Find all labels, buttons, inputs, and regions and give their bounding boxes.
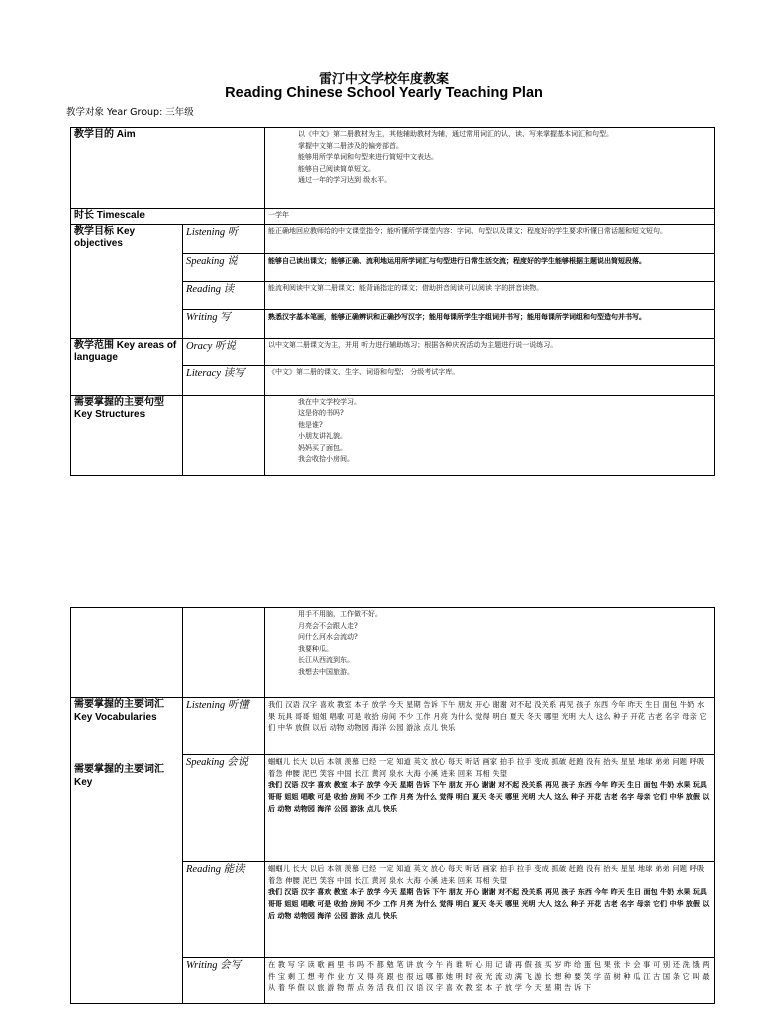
vocab-text-speaking-1: 蝈蝈儿 长大 以后 本领 羡慕 已经 一定 知道 英文 放心 每天 听话 画家 拍手 拉手 变成 抓破 赶跑 没有 抬头 星星 地球 弟弟 问题 呼吸 着急 伸腰 泥巴 笑容 中国 长江 黄河 泉水 大海 小溪 进来 回来 耳相 失望 — [268, 757, 705, 778]
area-text-oracy: 以中文第二册课文为主，并用 听力进行辅助练习；根据各种庆祝活动为主题进行说一说练习。 — [265, 338, 715, 365]
objective-text-listening: 能正确地回应教师给的中文课堂指令；能听懂所学课堂内容：字词、句型以及课文；程度好的学生要求听懂日常话题和短文短句。 — [265, 224, 715, 253]
vocab-text-reading-2: 我们 汉语 汉字 喜欢 教室 本子 放学 今天 星期 告诉 下午 朋友 开心 谢谢 对不起 没关系 再见 孩子 东西 今年 昨天 生日 面包 牛奶 水果 玩具 哥哥 姐姐 唱歌 可是 收拾 房间 不少 工作 月亮 为什么 觉得 明白 夏天 冬天 哪里 光明 大人 这么 种子 开花 古老 名字 母亲 它们 中华 放假 以后 动物 动物园 海洋 公园 游泳 点儿 快乐 — [268, 888, 710, 920]
structure-line: 小朋友讲礼貌。 — [298, 432, 348, 440]
table-row — [71, 698, 715, 755]
structure-line: 我会收拾小房间。 — [298, 455, 355, 463]
vocab-text-speaking-2: 我们 汉语 汉字 喜欢 教室 本子 放学 今天 星期 告诉 下午 朋友 开心 谢谢 对不起 没关系 再见 孩子 东西 今年 昨天 生日 面包 牛奶 水果 玩具 哥哥 姐姐 唱歌 可是 收拾 房间 不少 工作 月亮 为什么 觉得 明白 夏天 冬天 哪里 光明 大人 这么 种子 开花 古老 名字 母亲 它们 中华 放假 以后 动物 动物园 海洋 公园 游泳 点儿 快乐 — [268, 781, 710, 813]
timescale-value: 一学年 — [265, 209, 715, 225]
vocab-reading-cell — [265, 862, 715, 958]
page-title-zh: 雷汀中文学校年度教案 — [318, 72, 449, 87]
vocab-skill-writing: Writing 会写 — [183, 958, 265, 1004]
aim-line: 通过一年的学习达到 级水平。 — [298, 176, 392, 184]
timescale-label: 时长 Timescale — [71, 209, 265, 225]
objectives-label: 教学目标 Key objectives — [71, 224, 183, 338]
structure-line: 问什么河水会流动? — [298, 633, 358, 641]
vocab-label-gap — [74, 744, 179, 764]
aim-line: 以《中文》第二册教材为主，其他辅助教材为辅，通过常用词汇的认、读、写来掌握基本词汇和句型。 — [298, 130, 614, 138]
structure-line: 妈妈买了面包。 — [298, 443, 348, 452]
structure-line: 这是你的书吗? — [298, 409, 344, 417]
structure-line: 他是谁? — [298, 420, 323, 429]
aim-line: 能够用所学单词和句型来进行简短中文表达。 — [298, 153, 439, 161]
objective-text-reading: 能流利阅读中文第二册课文；能背诵指定的课文；借助拼音阅读可以阅读 字的拼音读物。 — [265, 281, 715, 309]
vocab-skill-listening: Listening 听懂 — [183, 698, 265, 755]
vocab-text-listening: 我们 汉语 汉字 喜欢 教室 本子 放学 今天 星期 告诉 下午 朋友 开心 谢谢 对不起 没关系 再见 孩子 东西 今年 昨天 生日 面包 牛奶 水果 玩具 哥哥 姐姐 唱歌 可是 收拾 房间 不少 工作 月亮 为什么 觉得 明白 夏天 冬天 哪里 光明 大人 这么 种子 开花 古老 名字 母亲 它们 中华 放假 以后 动物 动物园 海洋 公园 游泳 点儿 快乐 — [265, 698, 715, 755]
vocab-skill-speaking: Speaking 会说 — [183, 755, 265, 862]
objective-skill-writing: Writing 写 — [183, 309, 265, 338]
objective-skill-listening: Listening 听 — [183, 224, 265, 253]
structures-empty-cell — [183, 395, 265, 475]
teaching-plan-table-1 — [70, 127, 715, 476]
table-row — [71, 209, 715, 225]
vocab-label-gap — [74, 724, 179, 744]
vocab-text-reading-1: 蝈蝈儿 长大 以后 本领 羡慕 已经 一定 知道 英文 放心 每天 听话 画家 拍手 拉手 变成 抓破 赶跑 没有 抬头 星星 地球 弟弟 问题 呼吸 着急 伸腰 泥巴 笑容 中国 长江 黄河 泉水 大海 小溪 进来 回来 耳相 失望 — [268, 864, 705, 885]
table-row — [71, 128, 715, 209]
objective-text-writing: 熟悉汉字基本笔画，能够正确辨识和正确抄写汉字；能用每课所学生字组词并书写；能用每课所学词组和句型造句并书写。 — [265, 309, 715, 338]
objective-skill-speaking: Speaking 说 — [183, 253, 265, 281]
structure-line: 月亮会不会跟人走? — [298, 621, 358, 630]
vocab-label-cell — [71, 698, 183, 1004]
teaching-plan-table-2 — [70, 607, 715, 1004]
vocab-skill-reading: Reading 能读 — [183, 862, 265, 958]
structure-line: 用手不用脑，工作做不好。 — [298, 610, 382, 618]
aim-line: 能够自己阅读简单短文。 — [298, 164, 376, 173]
structure-line: 我在中文学校学习。 — [298, 397, 362, 406]
objective-text-speaking: 能够自己读出课文；能够正确、流利地运用所学词汇与句型进行日常生活交流；程度好的学生能够根据主题说出简短段落。 — [265, 253, 715, 281]
table-row — [71, 338, 715, 365]
structures-cont-empty-cell — [183, 608, 265, 698]
aim-label: 教学目的 Aim — [71, 128, 265, 209]
structures-cell — [265, 395, 715, 475]
structure-line: 我想去中国旅游。 — [298, 667, 354, 676]
objective-skill-reading: Reading 读 — [183, 281, 265, 309]
vocab-label-2: 需要掌握的主要词汇 Key — [74, 764, 164, 788]
year-group: 教学对象 Year Group: 三年级 — [66, 107, 194, 118]
aim-cell — [265, 128, 715, 209]
area-text-literacy: 《中文》第二册的课文、生字、词语和句型； 分级考试字库。 — [265, 365, 715, 395]
structure-line: 我要种瓜。 — [298, 644, 333, 653]
table-row — [71, 224, 715, 253]
structures-label: 需要掌握的主要句型 Key Structures — [71, 395, 183, 475]
areas-label: 教学范围 Key areas of language — [71, 338, 183, 395]
structures-cont-empty-label — [71, 608, 183, 698]
table-row — [71, 395, 715, 475]
area-skill-oracy: Oracy 听说 — [183, 338, 265, 365]
vocab-label: 需要掌握的主要词汇 Key Vocabularies — [74, 699, 164, 723]
area-skill-literacy: Literacy 读写 — [183, 365, 265, 395]
structures-cont-cell — [265, 608, 715, 698]
page-title-en: Reading Chinese School Yearly Teaching Plan — [225, 85, 543, 101]
aim-line: 掌握中文第二册涉及的偏旁部首。 — [298, 141, 404, 150]
structure-line: 长江从西流到东。 — [298, 656, 354, 664]
vocab-text-writing: 在 教 写 字 读 歌 画 里 书 吗 不 都 勉 笔 讲 放 今 午 肖 谁 听 心 用 记 请 再 假 孩 买 岁 昨 给 蛋 包 果 张 卡 会 事 可 别 还 洗 饿 两 件 宝 剩 工 想 考 作 业 方 又 得 亮 跟 也 很 远 哪 都 她 明 时 夜 光 流 动 满 飞 游 长 想 种 要 笑 学 苗 树 种 瓜 江 古 国 条 它 叫 最 从 着 华 假 以 旅 游 物 帮 点 务 活 我 们 汉 语 汉 字 喜 欢 教 室 本 子 放 学 今 天 星 期 告 诉 下 — [265, 958, 715, 1004]
table-row — [71, 608, 715, 698]
vocab-speaking-cell — [265, 755, 715, 862]
